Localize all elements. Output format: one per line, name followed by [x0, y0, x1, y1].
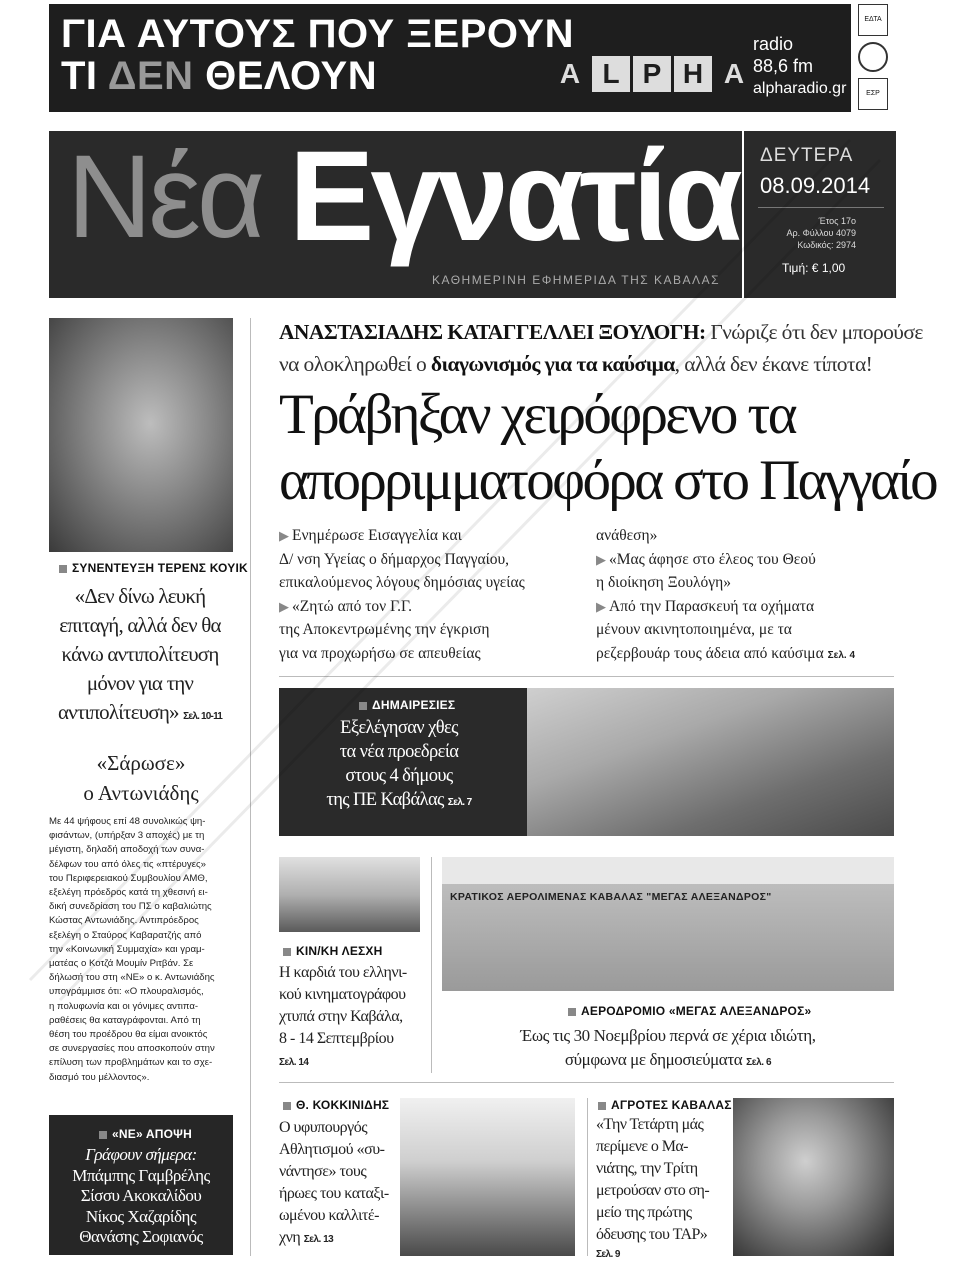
- seal-icon: [858, 42, 888, 72]
- farmers-label: ΑΓΡΟΤΕΣ ΚΑΒΑΛΑΣ: [598, 1098, 732, 1112]
- masthead-subtitle: ΚΑΘΗΜΕΡΙΝΗ ΕΦΗΜΕΡΙΔΑ ΤΗΣ ΚΑΒΑΛΑΣ: [431, 273, 720, 287]
- issue-meta: Έτος 17ο Αρ. Φύλλου 4079 Κωδικός: 2974: [786, 216, 856, 250]
- label-square-icon: [99, 1131, 107, 1139]
- edta-logo: ΕΔΤΑ: [858, 4, 888, 36]
- opinion-box[interactable]: [49, 1115, 233, 1255]
- issue-price: Τιμή: € 1,00: [782, 261, 846, 275]
- lower-divider: [279, 1082, 894, 1083]
- banner-line-2: ΤΙ ΔΕΝ ΘΕΛΟΥΝ: [61, 54, 378, 98]
- airport-text[interactable]: Έως τις 30 Νοεμβρίου περνά σε χέρια ιδιώτη, σύμφωνα με δημοσιεύματα Σελ. 6: [520, 1026, 816, 1069]
- bottom-divider: [587, 1098, 588, 1256]
- banner-frequency: 88,6 fm: [753, 56, 814, 76]
- lead-kicker[interactable]: ΑΝΑΣΤΑΣΙΑΔΗΣ ΚΑΤΑΓΓΕΛΛΕΙ ΞΟΥΛΟΓΗ: Γνώριζε ότι δεν μπορούσε να ολοκληρωθεί ο διαγωνισμός για τα καύσιμα, αλλά δεν έκανε τίποτα!: [279, 320, 923, 376]
- interview-label: ΣΥΝΕΝΤΕΥΞΗ ΤΕΡΕΝΣ ΚΟΥΙΚ: [59, 561, 248, 575]
- lead-col-2: ανάθεση» ▶ «Μας άφησε στο έλεος του Θεού η διοίκηση Ξουλόγη» ▶ Από την Παρασκευή τα οχήματα μένουν ακινητοποιημένα, με τα ρεζερβουάρ τους άδεια από καύσιμα Σελ. 4: [596, 527, 856, 662]
- interview-quote[interactable]: «Δεν δίνω λευκή επιταγή, αλλά δεν θα κάνω αντιπολίτευση μόνον για την αντιπολίτευση» Σελ. 10-11: [57, 584, 223, 724]
- airport-label: ΑΕΡΟΔΡΟΜΙΟ «ΜΕΓΑΣ ΑΛΕΞΑΝΔΡΟΣ»: [568, 1004, 811, 1018]
- esr-logo: ΕΣΡ: [858, 78, 888, 110]
- bullet-icon: ▶: [279, 598, 289, 614]
- label-square-icon: [59, 565, 67, 573]
- top-banner[interactable]: [49, 4, 851, 112]
- kokkinidis-photo: [400, 1098, 575, 1256]
- issue-date: 08.09.2014: [760, 173, 871, 198]
- lead-headline[interactable]: Τράβηξαν χειρόφρενο τα απορριμματοφόρα στο Παγγαίο: [279, 383, 936, 512]
- label-square-icon: [568, 1008, 576, 1016]
- bullet-icon: ▶: [596, 598, 606, 614]
- antoniadis-title[interactable]: «Σάρωσε» ο Αντωνιάδης: [83, 751, 199, 805]
- issue-day: ΔΕΥΤΕΡΑ: [760, 145, 854, 166]
- masthead: [49, 125, 742, 298]
- opinion-label: «ΝΕ» ΑΠΟΨΗ: [99, 1127, 192, 1141]
- kokkinidis-text[interactable]: Ο υφυπουργός Αθλητισμού «συ- νάντησε» τους ήρωες του καταξι- ωμένου καλλιτέ- χνη Σελ. 13: [279, 1119, 389, 1246]
- farmers-photo: [733, 1098, 894, 1256]
- lead-divider: [279, 676, 894, 677]
- lead-col-1: ▶ Ενημέρωσε Εισαγγελία και Δ/ νση Υγείας ο δήμαρχος Παγγαίου, επικαλούμενος λόγους δημόσιας υγείας ▶ «Ζητώ από τον Γ.Γ. της Αποκεντρωμένης την έγκριση για να προχωρήσω σε απευθείας: [279, 527, 525, 662]
- film-photo: [279, 857, 420, 932]
- farmers-text[interactable]: «Την Τετάρτη μάς περίμενε ο Μα- νιάτης, την Τρίτη μετρούσαν στο ση- μείο της πρώτης όδευσης του TAP» Σελ. 9: [596, 1116, 710, 1260]
- label-square-icon: [598, 1102, 606, 1110]
- masthead-title-light: Νέα: [67, 131, 262, 263]
- airport-sign: ΚΡΑΤΙΚΟΣ ΑΕΡΟΛΙΜΕΝΑΣ ΚΑΒΑΛΑΣ "ΜΕΓΑΣ ΑΛΕΞΑΝΔΡΟΣ": [450, 891, 772, 903]
- banner-radio: radio: [753, 34, 794, 54]
- film-divider: [431, 857, 432, 1073]
- label-square-icon: [283, 948, 291, 956]
- issue-box: [742, 131, 896, 298]
- kokkinidis-label: Θ. ΚΟΚΚΙΝΙΔΗΣ: [283, 1098, 389, 1112]
- film-label: ΚΙΝ/ΚΗ ΛΕΣΧΗ: [283, 944, 383, 958]
- bullet-icon: ▶: [279, 528, 289, 543]
- column-divider: [250, 318, 251, 1256]
- municipal-label: ΔΗΜΑΙΡΕΣΙΕΣ: [359, 698, 455, 712]
- municipal-text: Εξελέγησαν χθες τα νέα προεδρεία στους 4 δήμους της ΠΕ Καβάλας Σελ. 7: [326, 718, 472, 810]
- banner-logos: [858, 4, 894, 112]
- airport-photo: [442, 857, 894, 991]
- banner-line-1: ΓΙΑ ΑΥΤΟΥΣ ΠΟΥ ΞΕΡΟΥΝ: [61, 12, 574, 56]
- film-text[interactable]: Η καρδιά του ελληνι- κού κινηματογράφου χτυπά στην Καβάλα, 8 - 14 Σεπτεμβρίου Σελ. 14: [279, 964, 407, 1068]
- interview-photo: [49, 318, 233, 552]
- council-photo: [527, 688, 894, 836]
- label-square-icon: [359, 702, 367, 710]
- issue-divider: [758, 207, 884, 208]
- label-square-icon: [283, 1102, 291, 1110]
- opinion-content: Γράφουν σήμερα: Μπάμπης Γαμβρέλης Σίσσυ Ακοκαλίδου Νίκος Χαζαρίδης Θανάσης Σοφιανός: [72, 1145, 210, 1246]
- alpha-radio-logo: A L P H A: [551, 56, 753, 92]
- masthead-title-bold: Εγνατία: [289, 125, 739, 268]
- antoniadis-body: Με 44 ψήφους επί 48 συνολικώς ψη- φισάντων, (υπήρξαν 3 αποχές) με τη μέγιστη, δηλαδή αποδοχή των συνα- δέλφων του από όλες τις «πτέρυγες» του Περιφερειακού Συμβουλίου ΑΜΘ, εξελέγη πρόεδρος κατά τη χθεσινή ει- δική συνεδρίαση του ΠΣ ο καβαλιώτης Κώστας Αντωνιάδης. Αντιπρόεδρος εξελέγη ο Σταύρος Καβαρατζής από την «Κοινωνική Συμμαχία» και γραμ- ματέας ο Κοτζά Μουμίν Ριτβάν. Σε δήλωσή του στη «ΝΕ» ο κ. Αντωνιάδης υπογράμμισε ότι: «Ο πλουραλισμός, η πολυφωνία και οι γόνιμες αντιπα- ραθέσεις θα καταγράφονται. Από τη θέση του προέδρου θα είμαι ανοικτός σε συνεργασίες που αποσκοπούν στην επίλυση των προβλημάτων και το σχε- διασμό του μέλλοντος».: [49, 816, 215, 1083]
- bullet-icon: ▶: [596, 551, 606, 567]
- banner-site: alpharadio.gr: [753, 80, 847, 97]
- municipal-box[interactable]: [279, 688, 527, 836]
